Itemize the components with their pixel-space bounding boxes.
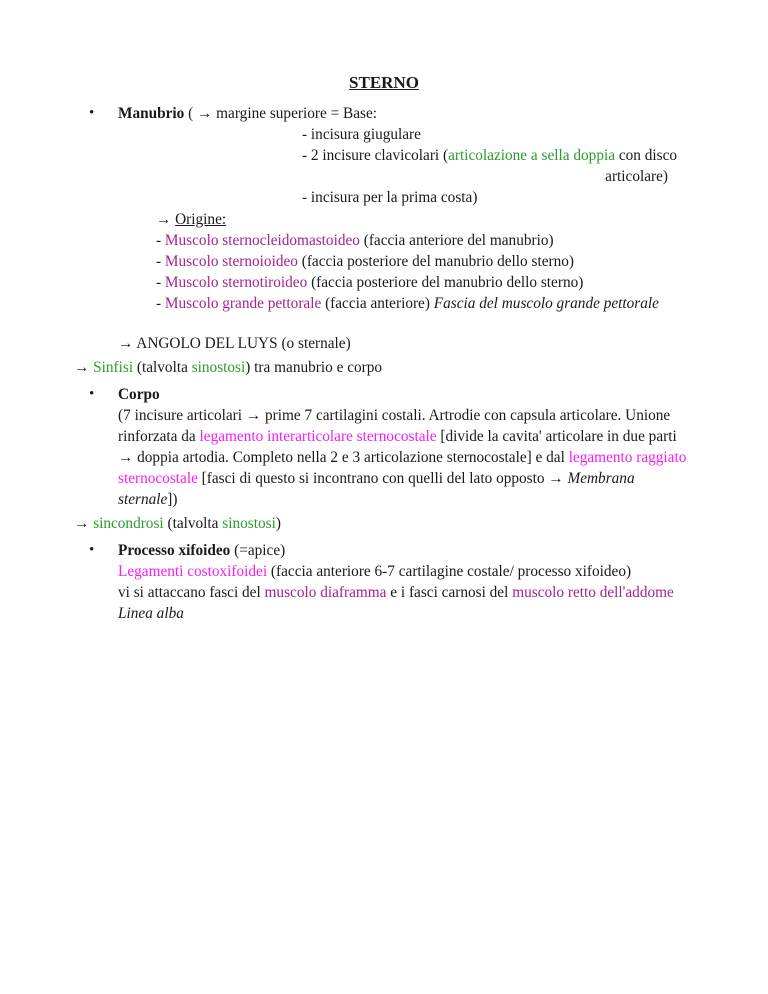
text: - 2 incisure clavicolari ( [302, 147, 449, 164]
term-green: sincondrosi [93, 515, 164, 532]
muscle-name: muscolo diaframma [264, 584, 387, 601]
manubrio-item [302, 146, 677, 165]
text: (talvolta [163, 515, 223, 532]
bullet: • [89, 542, 95, 558]
text: (talvolta [133, 359, 192, 376]
dash: - [156, 295, 165, 312]
text: ]) [167, 491, 178, 508]
page-title: STERNO [349, 73, 419, 92]
muscle-name: Muscolo sternotiroideo [164, 274, 308, 291]
text: [divide la cavita' articolare in due parti [436, 428, 677, 445]
text: rinforzata da [118, 428, 200, 445]
corpo-line [118, 469, 635, 488]
term-green: sinostosi [222, 515, 276, 532]
text: ) [275, 515, 281, 532]
muscle-name: muscolo retto dell'addome [512, 584, 674, 601]
manubrio-item-cont: articolare) [605, 168, 668, 185]
corpo-line: (7 incisure articolari → prime 7 cartilagini costali. Artrodie con capsula articolare. Unione [118, 407, 671, 424]
muscle-note: Fascia del muscolo grande pettorale [433, 295, 659, 312]
xifoideo-label: Processo xifoideo [118, 542, 231, 559]
corpo-line [118, 427, 677, 446]
dash: - [156, 274, 165, 291]
muscle-item [156, 231, 554, 250]
bullet: • [89, 105, 95, 121]
xifoideo-line [118, 562, 631, 581]
manubrio-intro: ( → margine superiore = Base: [184, 105, 378, 122]
muscle-desc: (faccia anteriore) [321, 295, 434, 312]
arrow-icon: → [156, 211, 176, 228]
text: [fasci di questo si incontrano con quelli del lato opposto → [197, 470, 568, 487]
bullet: • [89, 386, 95, 402]
dash: - [156, 232, 165, 249]
ligament-name: Legamenti costoxifoidei [118, 563, 268, 580]
angolo-line: → ANGOLO DEL LUYS (o sternale) [118, 335, 351, 352]
sinfisi-line [74, 358, 382, 377]
muscle-name: Muscolo grande pettorale [164, 295, 322, 312]
text: (=apice) [230, 542, 286, 559]
text: (faccia anteriore 6-7 cartilagine costale/ processo xifoideo) [267, 563, 632, 580]
origin-label: Origine: [175, 211, 227, 228]
text: ) tra manubrio e corpo [245, 359, 383, 376]
term-green: articolazione a sella doppia [448, 147, 616, 164]
arrow-icon: → [74, 359, 94, 376]
xifoideo-line [118, 583, 674, 602]
muscle-desc: (faccia posteriore del manubrio dello sterno) [297, 253, 574, 270]
sincondrosi-line [74, 514, 281, 533]
muscle-name: Muscolo sternocleidomastoideo [164, 232, 360, 249]
ligament-name: legamento interarticolare sternocostale [199, 428, 437, 445]
dash: - [156, 253, 165, 270]
text: con disco [615, 147, 678, 164]
muscle-name: Muscolo sternoioideo [164, 253, 298, 270]
corpo-line [118, 448, 686, 467]
manubrio-item: - incisura per la prima costa) [302, 189, 478, 206]
muscle-item [156, 273, 583, 292]
arrow-icon: → [74, 515, 94, 532]
origin-heading [156, 210, 226, 229]
xifoideo-line: Linea alba [118, 605, 184, 622]
corpo-label: Corpo [118, 386, 160, 403]
manubrio-label: Manubrio [118, 105, 185, 122]
term-green: sinostosi [191, 359, 246, 376]
term-green: Sinfisi [93, 359, 134, 376]
muscle-item [156, 252, 574, 271]
muscle-item [156, 294, 659, 313]
muscle-desc: (faccia anteriore del manubrio) [359, 232, 554, 249]
manubrio-heading [118, 104, 377, 123]
text: vi si attaccano fasci del [118, 584, 265, 601]
term-italic: Membrana [567, 470, 635, 487]
muscle-desc: (faccia posteriore del manubrio dello sterno) [307, 274, 584, 291]
term-italic: sternale [118, 491, 168, 508]
ligament-name: legamento raggiato [568, 449, 687, 466]
text: e i fasci carnosi del [386, 584, 513, 601]
xifoideo-heading [118, 541, 285, 560]
ligament-name: sternocostale [118, 470, 198, 487]
manubrio-item: - incisura giugulare [302, 126, 421, 143]
corpo-line [118, 490, 178, 509]
text: → doppia artodia. Completo nella 2 e 3 articolazione sternocostale] e dal [118, 449, 569, 466]
